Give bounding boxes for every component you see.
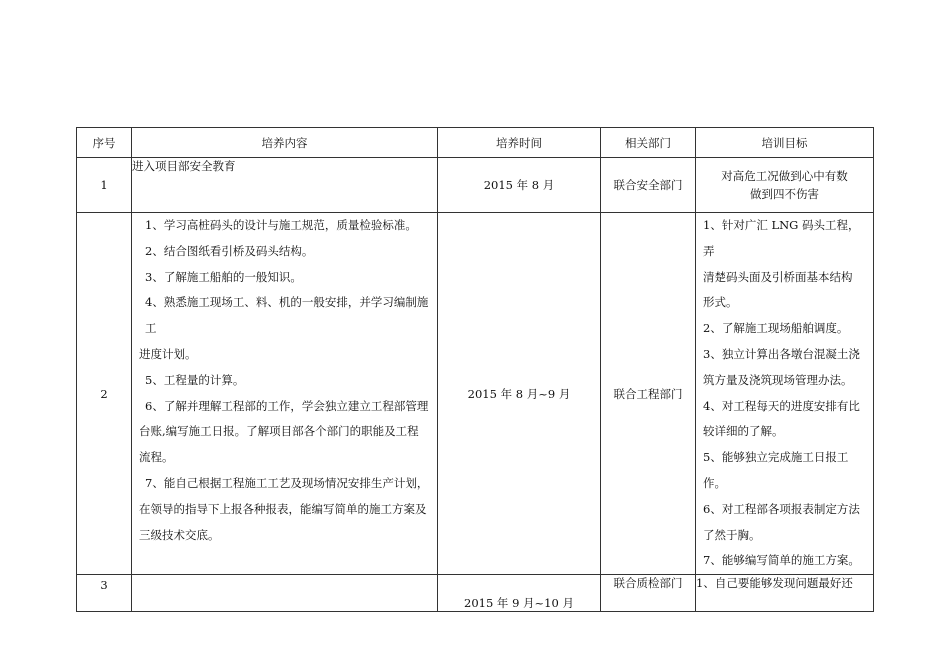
cell-goal [696,158,874,213]
table-row [77,575,874,612]
cell-no: 1 [77,158,132,213]
goal-line: 对高危工况做到心中有数 [721,169,848,183]
cell-dept: 联合工程部门 [601,213,696,575]
training-plan-table [76,127,874,612]
cell-time: 2015 年 9 月~10 月 [438,575,601,612]
cell-goal [696,575,874,612]
cell-no: 3 [77,575,132,612]
table-row [77,158,874,213]
header-goal: 培训目标 [696,128,874,158]
goal-line: 形式。 [703,295,738,310]
content-line: 7、能自己根据工程施工工艺及现场情况安排生产计划， [145,475,429,490]
goal-line: 4、对工程每天的进度安排有比 [703,398,860,413]
goal-line: 2、了解施工现场船舶调度。 [703,321,849,336]
header-dept: 相关部门 [601,128,696,158]
goal-line: 5、能够独立完成施工日报工作。 [703,450,849,490]
header-content: 培养内容 [132,128,438,158]
cell-time: 2015 年 8 月~9 月 [438,213,601,575]
content-line: 流程。 [139,450,174,465]
content-line: 4、熟悉施工现场工、料、机的一般安排，并学习编制施工 [145,295,429,336]
goal-line: 3、独立计算出各墩台混凝土浇 [703,346,860,361]
cell-goal [696,213,874,575]
goal-line: 6、对工程部各项报表制定方法 [703,501,860,516]
table-row [77,213,874,575]
content-line: 三级技术交底。 [139,527,220,542]
cell-dept: 联合安全部门 [601,158,696,213]
content-line: 2、结合图纸看引桥及码头结构。 [145,243,314,258]
cell-no: 2 [77,213,132,575]
content-line: 进入项目部安全教育 [132,159,236,173]
content-line: 进度计划。 [139,346,197,361]
table-header-row [77,128,874,158]
goal-line: 做到四不伤害 [750,187,819,201]
goal-line: 7、能够编写简单的施工方案。 [703,553,860,568]
goal-line: 1、自己要能够发现问题最好还 [696,576,853,591]
cell-content [132,213,438,575]
content-line: 台账,编写施工日报。了解项目部各个部门的职能及工程 [139,424,419,439]
cell-time: 2015 年 8 月 [438,158,601,213]
goal-line: 1、针对广汇 LNG 码头工程，弄 [703,218,860,258]
goal-line: 清楚码头面及引桥面基本结构 [703,269,853,284]
header-time: 培养时间 [438,128,601,158]
content-line: 在领导的指导下上报各种报表，能编写简单的施工方案及 [139,501,427,516]
content-line: 6、了解并理解工程部的工作，学会独立建立工程部管理 [145,398,429,413]
goal-line: 了然于胸。 [703,527,761,542]
content-line: 5、工程量的计算。 [145,372,245,387]
content-line: 1、学习高桩码头的设计与施工规范，质量检验标准。 [145,218,417,232]
content-line: 3、了解施工船舶的一般知识。 [145,269,302,284]
goal-line: 筑方量及浇筑现场管理办法。 [703,372,853,387]
cell-content [132,575,438,612]
cell-content [132,158,438,213]
goal-line: 较详细的了解。 [703,424,784,439]
cell-dept: 联合质检部门 [601,575,696,612]
header-no: 序号 [77,128,132,158]
